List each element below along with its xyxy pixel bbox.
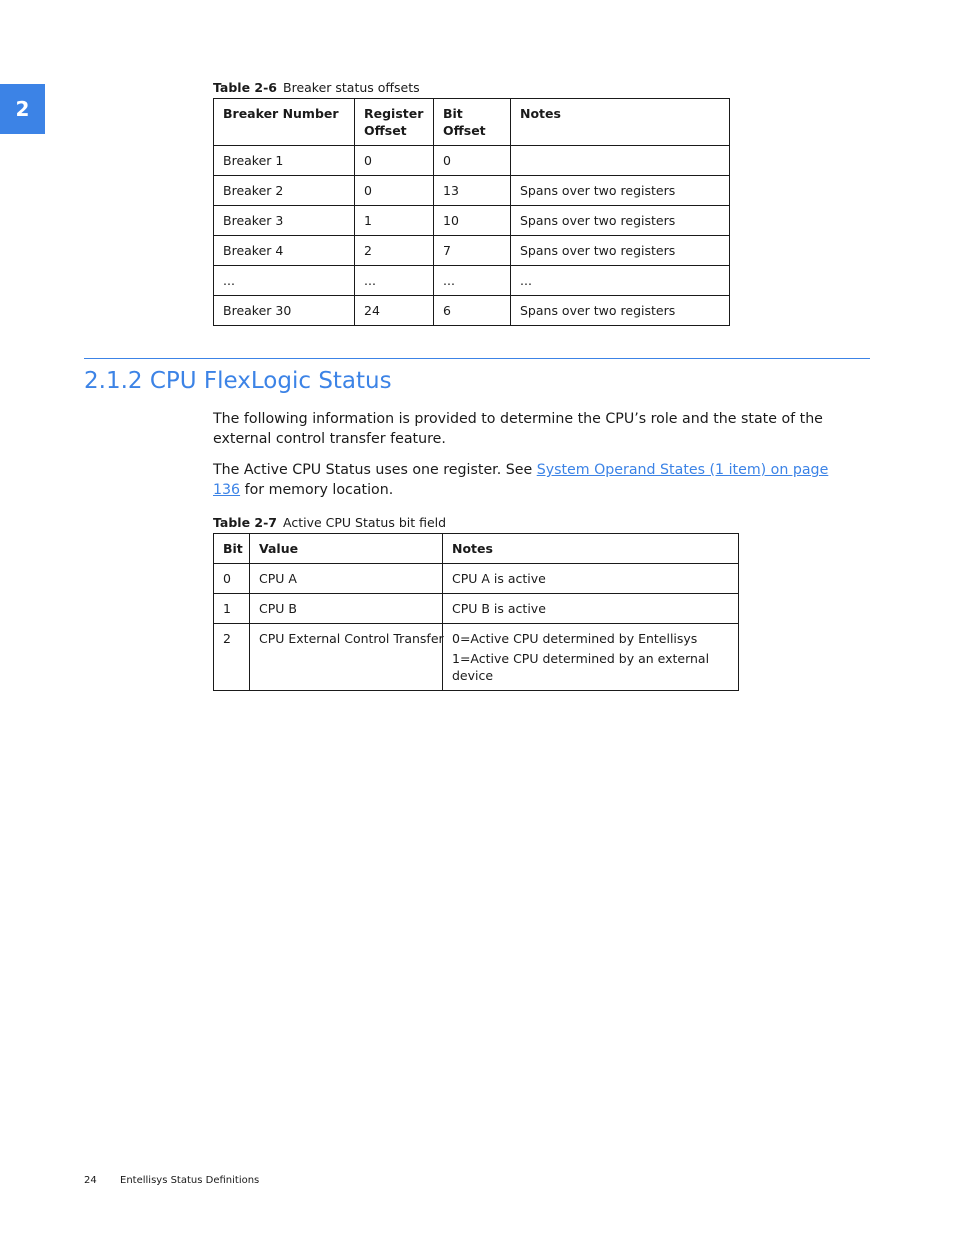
table-row <box>214 176 730 206</box>
header-cell: Value <box>250 534 443 564</box>
table-cell: 2 <box>214 624 250 691</box>
table-cell: 24 <box>355 296 434 326</box>
table-cell: ... <box>434 266 511 296</box>
table-cell: Breaker 30 <box>214 296 355 326</box>
table-cell: 1 <box>214 594 250 624</box>
table-cell <box>443 564 739 594</box>
table-cell: Spans over two registers <box>511 296 730 326</box>
table-row <box>214 296 730 326</box>
system-operand-states-link[interactable]: System Operand States (1 item) on page 136 <box>213 462 829 498</box>
table-cell: 0 <box>434 146 511 176</box>
table-row <box>214 624 739 691</box>
table-cell: 1 <box>355 206 434 236</box>
header-cell: Notes <box>511 99 730 146</box>
table-cell: Breaker 3 <box>214 206 355 236</box>
note-line: CPU A is active <box>452 571 546 586</box>
table-cell: Breaker 4 <box>214 236 355 266</box>
header-cell: Bit <box>214 534 250 564</box>
table-caption-number: Table 2-7 <box>213 515 277 530</box>
table-row <box>214 266 730 296</box>
active-cpu-status-table <box>213 533 739 691</box>
table-cell: CPU A <box>250 564 443 594</box>
section-title: 2.1.2 CPU FlexLogic Status <box>84 368 392 394</box>
table-caption-text: Breaker status offsets <box>283 80 420 95</box>
footer-page-number: 24 <box>84 1175 97 1186</box>
section-divider <box>84 358 870 359</box>
paragraph-text: The Active CPU Status uses one register. See <box>213 462 537 478</box>
table-row <box>214 206 730 236</box>
table-cell: ... <box>511 266 730 296</box>
chapter-tab: 2 <box>0 84 45 134</box>
table-cell <box>443 624 739 691</box>
note-line: CPU B is active <box>452 601 546 616</box>
header-cell: Breaker Number <box>214 99 355 146</box>
table-cell: CPU External Control Transfer <box>250 624 443 691</box>
table-cell: 10 <box>434 206 511 236</box>
table-cell: ... <box>355 266 434 296</box>
table-caption <box>213 80 420 95</box>
table-cell: 6 <box>434 296 511 326</box>
table-cell: 0 <box>214 564 250 594</box>
header-cell: Register Offset <box>355 99 434 146</box>
table-caption-number: Table 2-6 <box>213 80 277 95</box>
table-row <box>214 146 730 176</box>
paragraph-text: for memory location. <box>240 482 394 498</box>
table-cell: 0 <box>355 176 434 206</box>
table-cell: Breaker 1 <box>214 146 355 176</box>
table-caption <box>213 515 446 530</box>
register-paragraph <box>213 460 843 500</box>
table-cell: ... <box>214 266 355 296</box>
table-cell <box>511 146 730 176</box>
note-line: 1=Active CPU determined by an external device <box>452 651 710 683</box>
table-header-row <box>214 534 739 564</box>
intro-paragraph: The following information is provided to determine the CPU’s role and the state of the external control transfer feature. <box>213 411 823 447</box>
table-cell: 7 <box>434 236 511 266</box>
table-cell: Spans over two registers <box>511 176 730 206</box>
table-row <box>214 564 739 594</box>
breaker-status-offsets-table <box>213 98 730 326</box>
table-cell: Spans over two registers <box>511 206 730 236</box>
table-cell: Spans over two registers <box>511 236 730 266</box>
table-row <box>214 236 730 266</box>
footer-doc-title: Entellisys Status Definitions <box>120 1175 260 1186</box>
table-cell: Breaker 2 <box>214 176 355 206</box>
table-header-row <box>214 99 730 146</box>
header-cell: Notes <box>443 534 739 564</box>
table-cell: 2 <box>355 236 434 266</box>
table-cell: CPU B <box>250 594 443 624</box>
table-cell: 0 <box>355 146 434 176</box>
table-cell <box>443 594 739 624</box>
table-row <box>214 594 739 624</box>
table-caption-text: Active CPU Status bit field <box>283 515 447 530</box>
note-line: 0=Active CPU determined by Entellisys <box>452 631 698 646</box>
table-cell: 13 <box>434 176 511 206</box>
header-cell: Bit Offset <box>434 99 511 146</box>
